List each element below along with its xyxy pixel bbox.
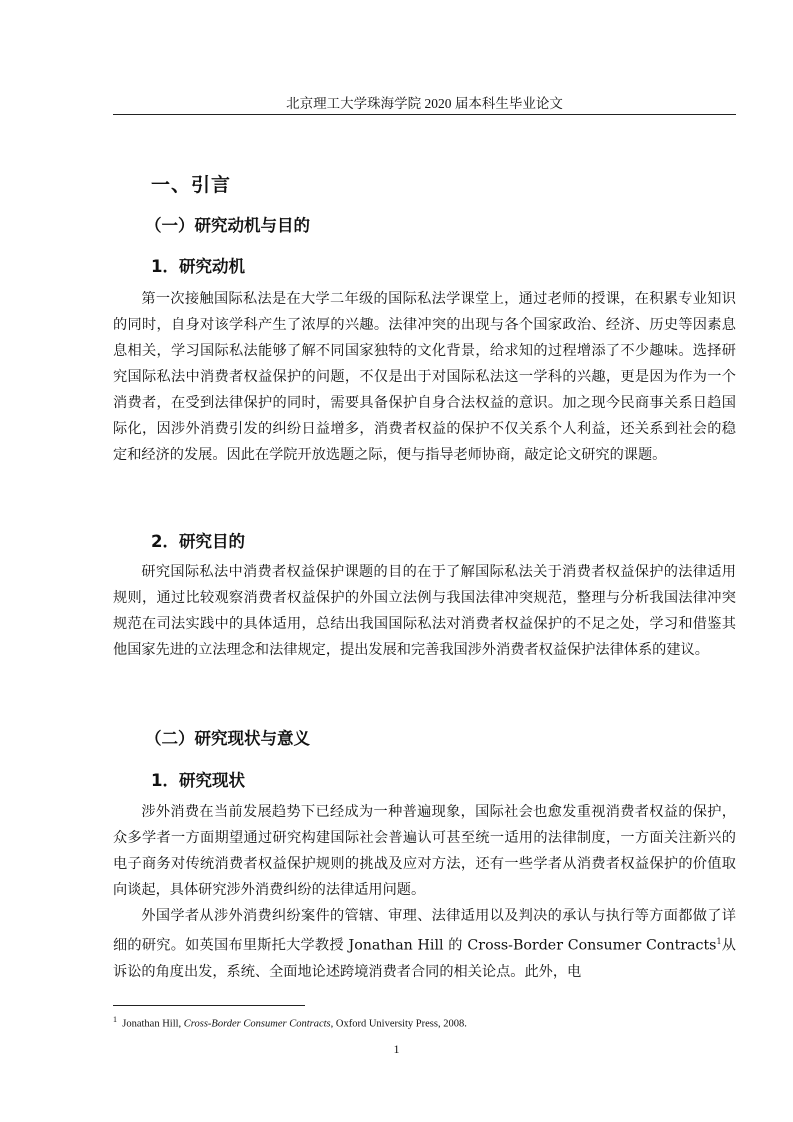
heading-research-status: 1．研究现状	[151, 771, 245, 790]
subsection-title-motivation-purpose: （一）研究动机与目的	[145, 216, 310, 235]
page-number: 1	[393, 1042, 400, 1056]
subsection-title-status-significance: （二）研究现状与意义	[145, 729, 310, 748]
heading-research-purpose: 2．研究目的	[151, 532, 245, 551]
paragraph-research-status-1: 涉外消费在当前发展趋势下已经成为一种普遍现象，国际社会也愈发重视消费者权益的保护，众多学者一方面期望通过研究构建国际社会普遍认可甚至统一适用的法律制度，一方面关注新兴的电子商务对传统消费者权益保护规则的挑战及应对方法，还有一些学者从消费者权益保护的价值取向谈起，具体研究涉外消费纠纷的法律适用问题。	[113, 804, 736, 898]
running-header: 北京理工大学珠海学院 2020 届本科生毕业论文	[286, 96, 563, 111]
footnote	[113, 1015, 736, 1030]
paragraph-text-before-note: 外国学者从涉外消费纠纷案件的管辖、审理、法律适用以及判决的承认与执行等方面都做了详细的研究。如英国布里斯托大学教授 Jonathan Hill 的 Cross-Border Consumer Contracts	[113, 908, 736, 954]
paragraph-text-after-note: 从诉讼的角度出发，系统、全面地论述跨境消费者合同的相关论点。此外，电	[113, 937, 736, 980]
footnote-reference: 1	[716, 937, 722, 946]
footnote-divider	[113, 1005, 305, 1006]
section-title: 一、引言	[151, 174, 232, 196]
footnote-book-title: Cross-Border Consumer Contracts	[183, 1018, 331, 1030]
heading-research-motivation: 1．研究动机	[151, 257, 245, 276]
paragraph-research-status-2	[113, 903, 736, 985]
paragraph-research-motivation: 第一次接触国际私法是在大学二年级的国际私法学课堂上，通过老师的授课，在积累专业知识的同时，自身对该学科产生了浓厚的兴趣。法律冲突的出现与各个国家政治、经济、历史等因素息息相关，学习国际私法能够了解不同国家独特的文化背景，给求知的过程增添了不少趣味。选择研究国际私法中消费者权益保护的问题，不仅是出于对国际私法这一学科的兴趣，更是因为作为一个消费者，在受到法律保护的同时，需要具备保护自身合法权益的意识。加之现今民商事关系日趋国际化，因涉外消费引发的纠纷日益增多，消费者权益的保护不仅关系个人利益，还关系到社会的稳定和经济的发展。因此在学院开放选题之际，便与指导老师协商，敲定论文研究的课题。	[113, 291, 736, 463]
footnote-publisher: , Oxford University Press, 2008.	[330, 1018, 467, 1030]
paragraph-research-purpose: 研究国际私法中消费者权益保护课题的目的在于了解国际私法关于消费者权益保护的法律适用规则，通过比较观察消费者权益保护的外国立法例与我国法律冲突规范，整理与分析我国法律冲突规范在司法实践中的具体适用，总结出我国国际私法对消费者权益保护的不足之处，学习和借鉴其他国家先进的立法理念和法律规定，提出发展和完善我国涉外消费者权益保护法律体系的建议。	[113, 564, 736, 658]
header-divider	[113, 114, 736, 115]
footnote-marker: 1	[113, 1015, 117, 1024]
footnote-author: Jonathan Hill,	[122, 1018, 184, 1030]
